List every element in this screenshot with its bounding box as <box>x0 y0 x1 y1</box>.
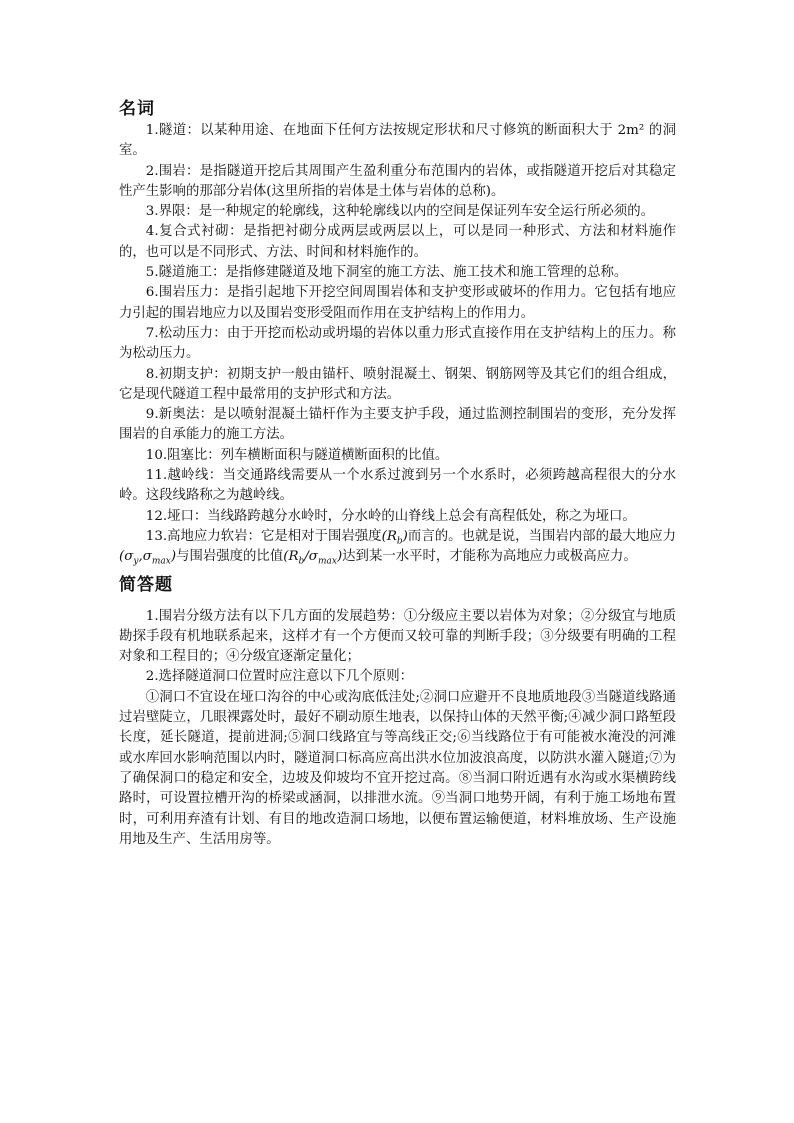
term-paragraph: 1.隧道：以某种用途、在地面下任何方法按规定形状和尺寸修筑的断面积大于 2m² 的洞室。 <box>119 123 676 159</box>
section-heading-terms: 名词 <box>119 99 155 119</box>
answer-paragraph: ①洞口不宜设在垭口沟谷的中心或沟底低洼处;②洞口应避开不良地质地段③当隧道线路通过岩壁陡立，几眼裸露处时，最好不刷动原生地表，以保持山体的天然平衡;④减少洞口路堑段长度，延长隧道，提前进洞;⑤洞口线路宜与等高线正交;⑥当线路位于有可能被水淹没的河滩或水库回水影响范围以内时，隧道洞口标高应高出洪水位加波浪高度，以防洪水灌入隧道;⑦为了确保洞口的稳定和安全，边坡及仰坡均不宜开挖过高。⑧当洞口附近遇有水沟或水渠横跨线路时，可设置拉槽开沟的桥梁或涵洞，以排泄水流。⑨当洞口地势开阔，有利于施工场地布置时，可利用弃渣有计划、有目的地改造洞口场地，以便布置运输便道，材料堆放场、生产设施用地及生产、生活用房等。 <box>119 689 676 847</box>
term-paragraph: 4.复合式衬砌：是指把衬砌分成两层或两层以上，可以是同一种形式、方法和材料施作的，也可以是不同形式、方法、时间和材料施作的。 <box>119 224 676 260</box>
term-13-text: 而言的。也就是说，当围岩内部的最大地应力 <box>407 528 677 544</box>
term-paragraph: 11.越岭线：当交通路线需要从一个水系过渡到另一个水系时，必须跨越高程很大的分水岭。这段线路称之为越岭线。 <box>119 468 676 504</box>
term-paragraph: 8.初期支护：初期支护一般由锚杆、喷射混凝土、钢架、钢筋网等及其它们的组合组成，它是现代隧道工程中最常用的支护形式和方法。 <box>119 366 676 402</box>
document-page <box>119 97 676 850</box>
term-13-text: 与围岩强度的比值 <box>176 549 284 565</box>
term-paragraph: 7.松动压力：由于开挖而松动或坍塌的岩体以重力形式直接作用在支护结构上的压力。称为松动压力。 <box>119 325 676 362</box>
section-heading-short-answer: 简答题 <box>119 574 173 595</box>
term-paragraph: 5.隧道施工：是指修建隧道及地下洞室的施工方法、施工技术和施工管理的总称。 <box>145 265 628 281</box>
term-13-text: 达到某一水平时，才能称为高地应力或极高应力。 <box>342 549 637 565</box>
term-paragraph: 10.阻塞比：列车横断面积与隧道横断面积的比值。 <box>145 447 449 463</box>
answer-paragraph: 1.围岩分级方法有以下几方面的发展趋势：①分级应主要以岩体为对象；②分级宜与地质勘探手段有机地联系起来，这样才有一个方便而又较可靠的判断手段；③分级要有明确的工程对象和工程目的；④分级宜逐渐定量化； <box>119 608 676 665</box>
term-paragraph: 12.垭口：当线路跨越分水岭时，分水岭的山脊线上总会有高程低处，称之为垭口。 <box>145 508 636 524</box>
formula-rb: $(R_b)$ <box>381 528 408 547</box>
formula-ratio: $(R_b/\sigma_{max})$ <box>283 549 343 567</box>
term-paragraph-13 <box>119 527 676 568</box>
answer-paragraph: 2.选择隧道洞口位置时应注意以下几个原则： <box>145 669 413 685</box>
formula-sigma: $(\sigma_y,\sigma_{max})$ <box>119 549 177 567</box>
term-13-text: 13.高地应力软岩：它是相对于围岩强度 <box>145 528 382 544</box>
term-paragraph: 9.新奥法：是以喷射混凝土锚杆作为主要支护手段，通过监测控制围岩的变形，充分发挥围岩的自承能力的施工方法。 <box>119 407 676 443</box>
term-paragraph: 3.界限：是一种规定的轮廓线，这种轮廓线以内的空间是保证列车安全运行所必须的。 <box>145 204 655 220</box>
term-paragraph: 2.围岩：是指隧道开挖后其周围产生盈利重分布范围内的岩体，或指隧道开挖后对其稳定性产生影响的那部分岩体(这里所指的岩体是土体与岩体的总称)。 <box>119 163 676 199</box>
term-paragraph: 6.围岩压力：是指引起地下开挖空间周围岩体和支护变形或破坏的作用力。它包括有地应力引起的围岩地应力以及围岩变形受阻而作用在支护结构上的作用力。 <box>119 285 676 321</box>
